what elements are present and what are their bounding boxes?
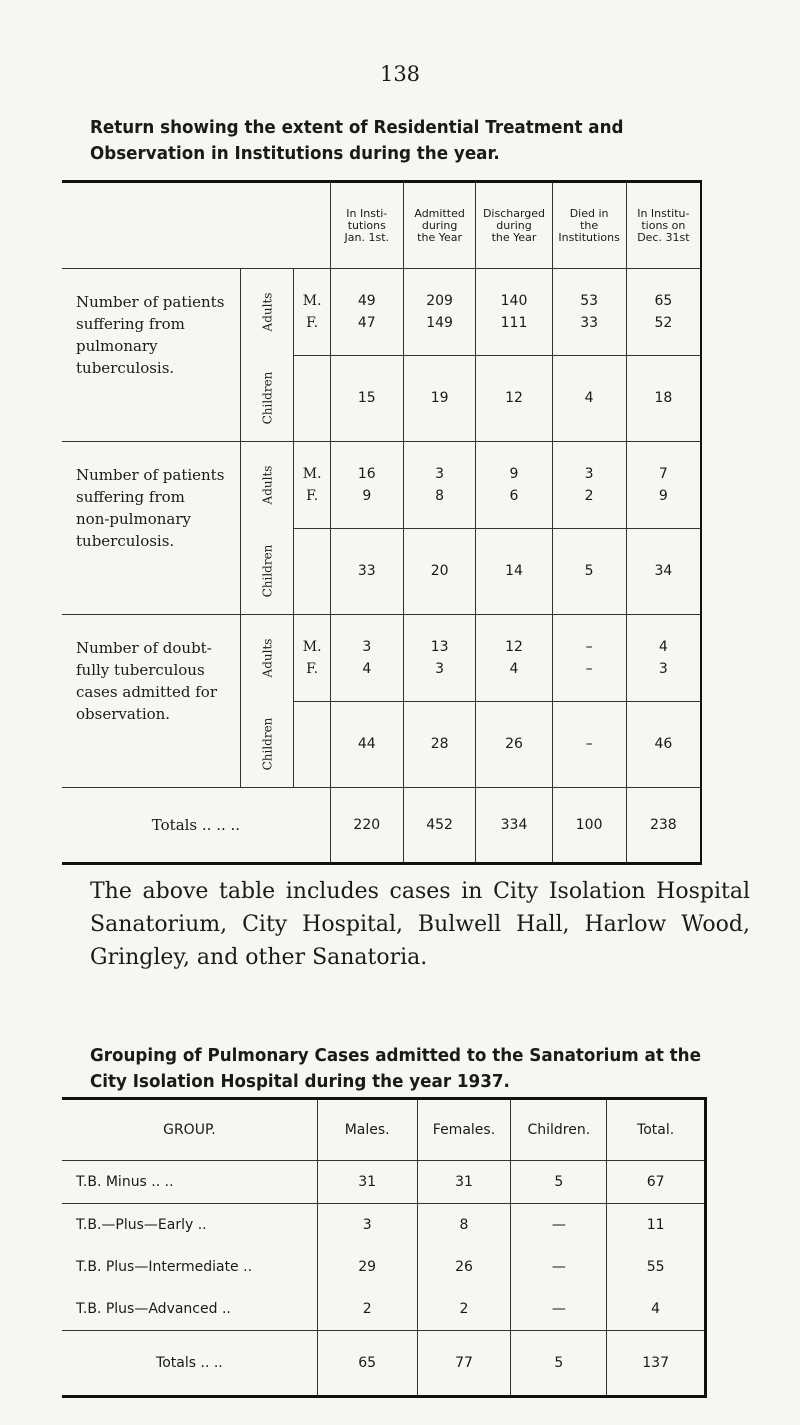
table-cell: 8: [417, 1204, 511, 1247]
table-cell: 13 3: [403, 615, 476, 702]
residential-treatment-table: [62, 180, 702, 865]
table-cell: 18: [626, 355, 701, 442]
table-cell: 7 9: [626, 442, 701, 529]
table-cell: 26: [417, 1246, 511, 1288]
adults-label: Adults: [240, 442, 294, 529]
explanatory-paragraph: The above table includes cases in City Isolation Hospital Sanatorium, City Hospital, Bulwell Hall, Harlow Wood, Gringley, and other Sanatoria.: [90, 879, 750, 970]
col-header-jan: In Insti- tutions Jan. 1st.: [330, 182, 403, 269]
table-cell: 140 111: [476, 269, 552, 356]
table-cell: 137: [607, 1331, 706, 1397]
table-cell: —: [511, 1288, 607, 1331]
table-cell: 3 8: [403, 442, 476, 529]
section-label: Number of patients suffering from non-pulmonary tuberculosis.: [62, 442, 240, 615]
table-cell: 15: [330, 355, 403, 442]
table-cell: 34: [626, 528, 701, 615]
table-cell: —: [511, 1204, 607, 1247]
table-cell: 26: [476, 701, 552, 788]
col-header-children: Children.: [511, 1099, 607, 1161]
col-header-discharged: Discharged during the Year: [476, 182, 552, 269]
table-cell: T.B.—Plus—Early ..: [76, 1217, 207, 1233]
male-label: M.: [302, 638, 322, 655]
female-label: F.: [306, 314, 319, 331]
male-label: M.: [302, 465, 322, 482]
col-header-males: Males.: [317, 1099, 417, 1161]
table-cell: –: [552, 701, 626, 788]
table-cell: 12: [476, 355, 552, 442]
children-label: Children: [240, 355, 294, 442]
table-cell: 2: [417, 1288, 511, 1331]
table-cell: 28: [403, 701, 476, 788]
table-cell: 77: [417, 1331, 511, 1397]
table-cell: 5: [511, 1331, 607, 1397]
table-cell: 2: [317, 1288, 417, 1331]
table-cell: 209 149: [403, 269, 476, 356]
adults-label: Adults: [240, 615, 294, 702]
table-cell: 220: [330, 788, 403, 864]
table-cell: 65 52: [626, 269, 701, 356]
table-cell: 5: [511, 1161, 607, 1204]
table-cell: T.B. Plus—Intermediate ..: [76, 1259, 253, 1275]
table-row: [62, 1288, 706, 1331]
female-label: F.: [306, 487, 319, 504]
table-row: [62, 1246, 706, 1288]
female-label: F.: [306, 660, 319, 677]
children-label: Children: [240, 528, 294, 615]
table-cell: 19: [403, 355, 476, 442]
table-row: [62, 1204, 706, 1247]
table1-section-adults: [62, 442, 701, 529]
table-cell: 65: [317, 1331, 417, 1397]
table-cell: 33: [330, 528, 403, 615]
table-cell: 20: [403, 528, 476, 615]
table-cell: 5: [552, 528, 626, 615]
table-cell: 55: [607, 1246, 706, 1288]
table-cell: 11: [607, 1204, 706, 1247]
table1-section-adults: [62, 615, 701, 702]
table-cell: 334: [476, 788, 552, 864]
table-cell: 452: [403, 788, 476, 864]
table1-totals-row: [62, 788, 701, 864]
table-cell: 238: [626, 788, 701, 864]
table-cell: 4: [607, 1288, 706, 1331]
table-cell: 3 2: [552, 442, 626, 529]
col-header-females: Females.: [417, 1099, 511, 1161]
section-label: Number of patients suffering from pulmonary tuberculosis.: [76, 293, 225, 377]
table2-totals-row: [62, 1331, 706, 1397]
col-header-dec: In Institu- tions on Dec. 31st: [626, 182, 701, 269]
table1-section-adults: [62, 269, 701, 356]
table-cell: – –: [552, 615, 626, 702]
adults-label: Adults: [240, 269, 294, 356]
page-number: 138: [379, 62, 421, 86]
table-cell: 14: [476, 528, 552, 615]
table-row: [62, 1161, 706, 1204]
table-cell: 16 9: [330, 442, 403, 529]
grouping-table: [62, 1097, 707, 1398]
table-cell: 46: [626, 701, 701, 788]
table-cell: 3 4: [330, 615, 403, 702]
table-cell: 100: [552, 788, 626, 864]
table2-header-row: [62, 1099, 706, 1161]
table-cell: 4: [552, 355, 626, 442]
children-label: Children: [240, 701, 294, 788]
table-cell: 4 3: [626, 615, 701, 702]
table-cell: 67: [607, 1161, 706, 1204]
table-cell: 29: [317, 1246, 417, 1288]
table1-heading: Return showing the extent of Residential Treatment and Observation in Institutions during the year.: [90, 117, 624, 164]
table-cell: 31: [417, 1161, 511, 1204]
table-cell: T.B. Minus .. ..: [62, 1161, 317, 1204]
male-label: M.: [302, 292, 322, 309]
col-header-died: Died in the Institutions: [552, 182, 626, 269]
table2-heading: Grouping of Pulmonary Cases admitted to the Sanatorium at the City Isolation Hospital during the year 1937.: [90, 1045, 701, 1092]
col-header-admitted: Admitted during the Year: [403, 182, 476, 269]
table-cell: 44: [330, 701, 403, 788]
table-cell: 3: [317, 1204, 417, 1247]
table-cell: 31: [317, 1161, 417, 1204]
totals-label: Totals .. .. ..: [62, 788, 330, 864]
table-cell: T.B. Plus—Advanced ..: [76, 1301, 231, 1317]
table-cell: Totals .. ..: [62, 1331, 317, 1397]
table-cell: 53 33: [552, 269, 626, 356]
col-header-total: Total.: [607, 1099, 706, 1161]
col-header-group: GROUP.: [62, 1099, 317, 1161]
table1-header-row: [62, 182, 701, 269]
table-cell: 9 6: [476, 442, 552, 529]
table-cell: —: [511, 1246, 607, 1288]
section-label: Number of doubt- fully tuberculous cases admitted for observation.: [62, 615, 240, 788]
table-cell: 12 4: [476, 615, 552, 702]
table-cell: 49 47: [330, 269, 403, 356]
